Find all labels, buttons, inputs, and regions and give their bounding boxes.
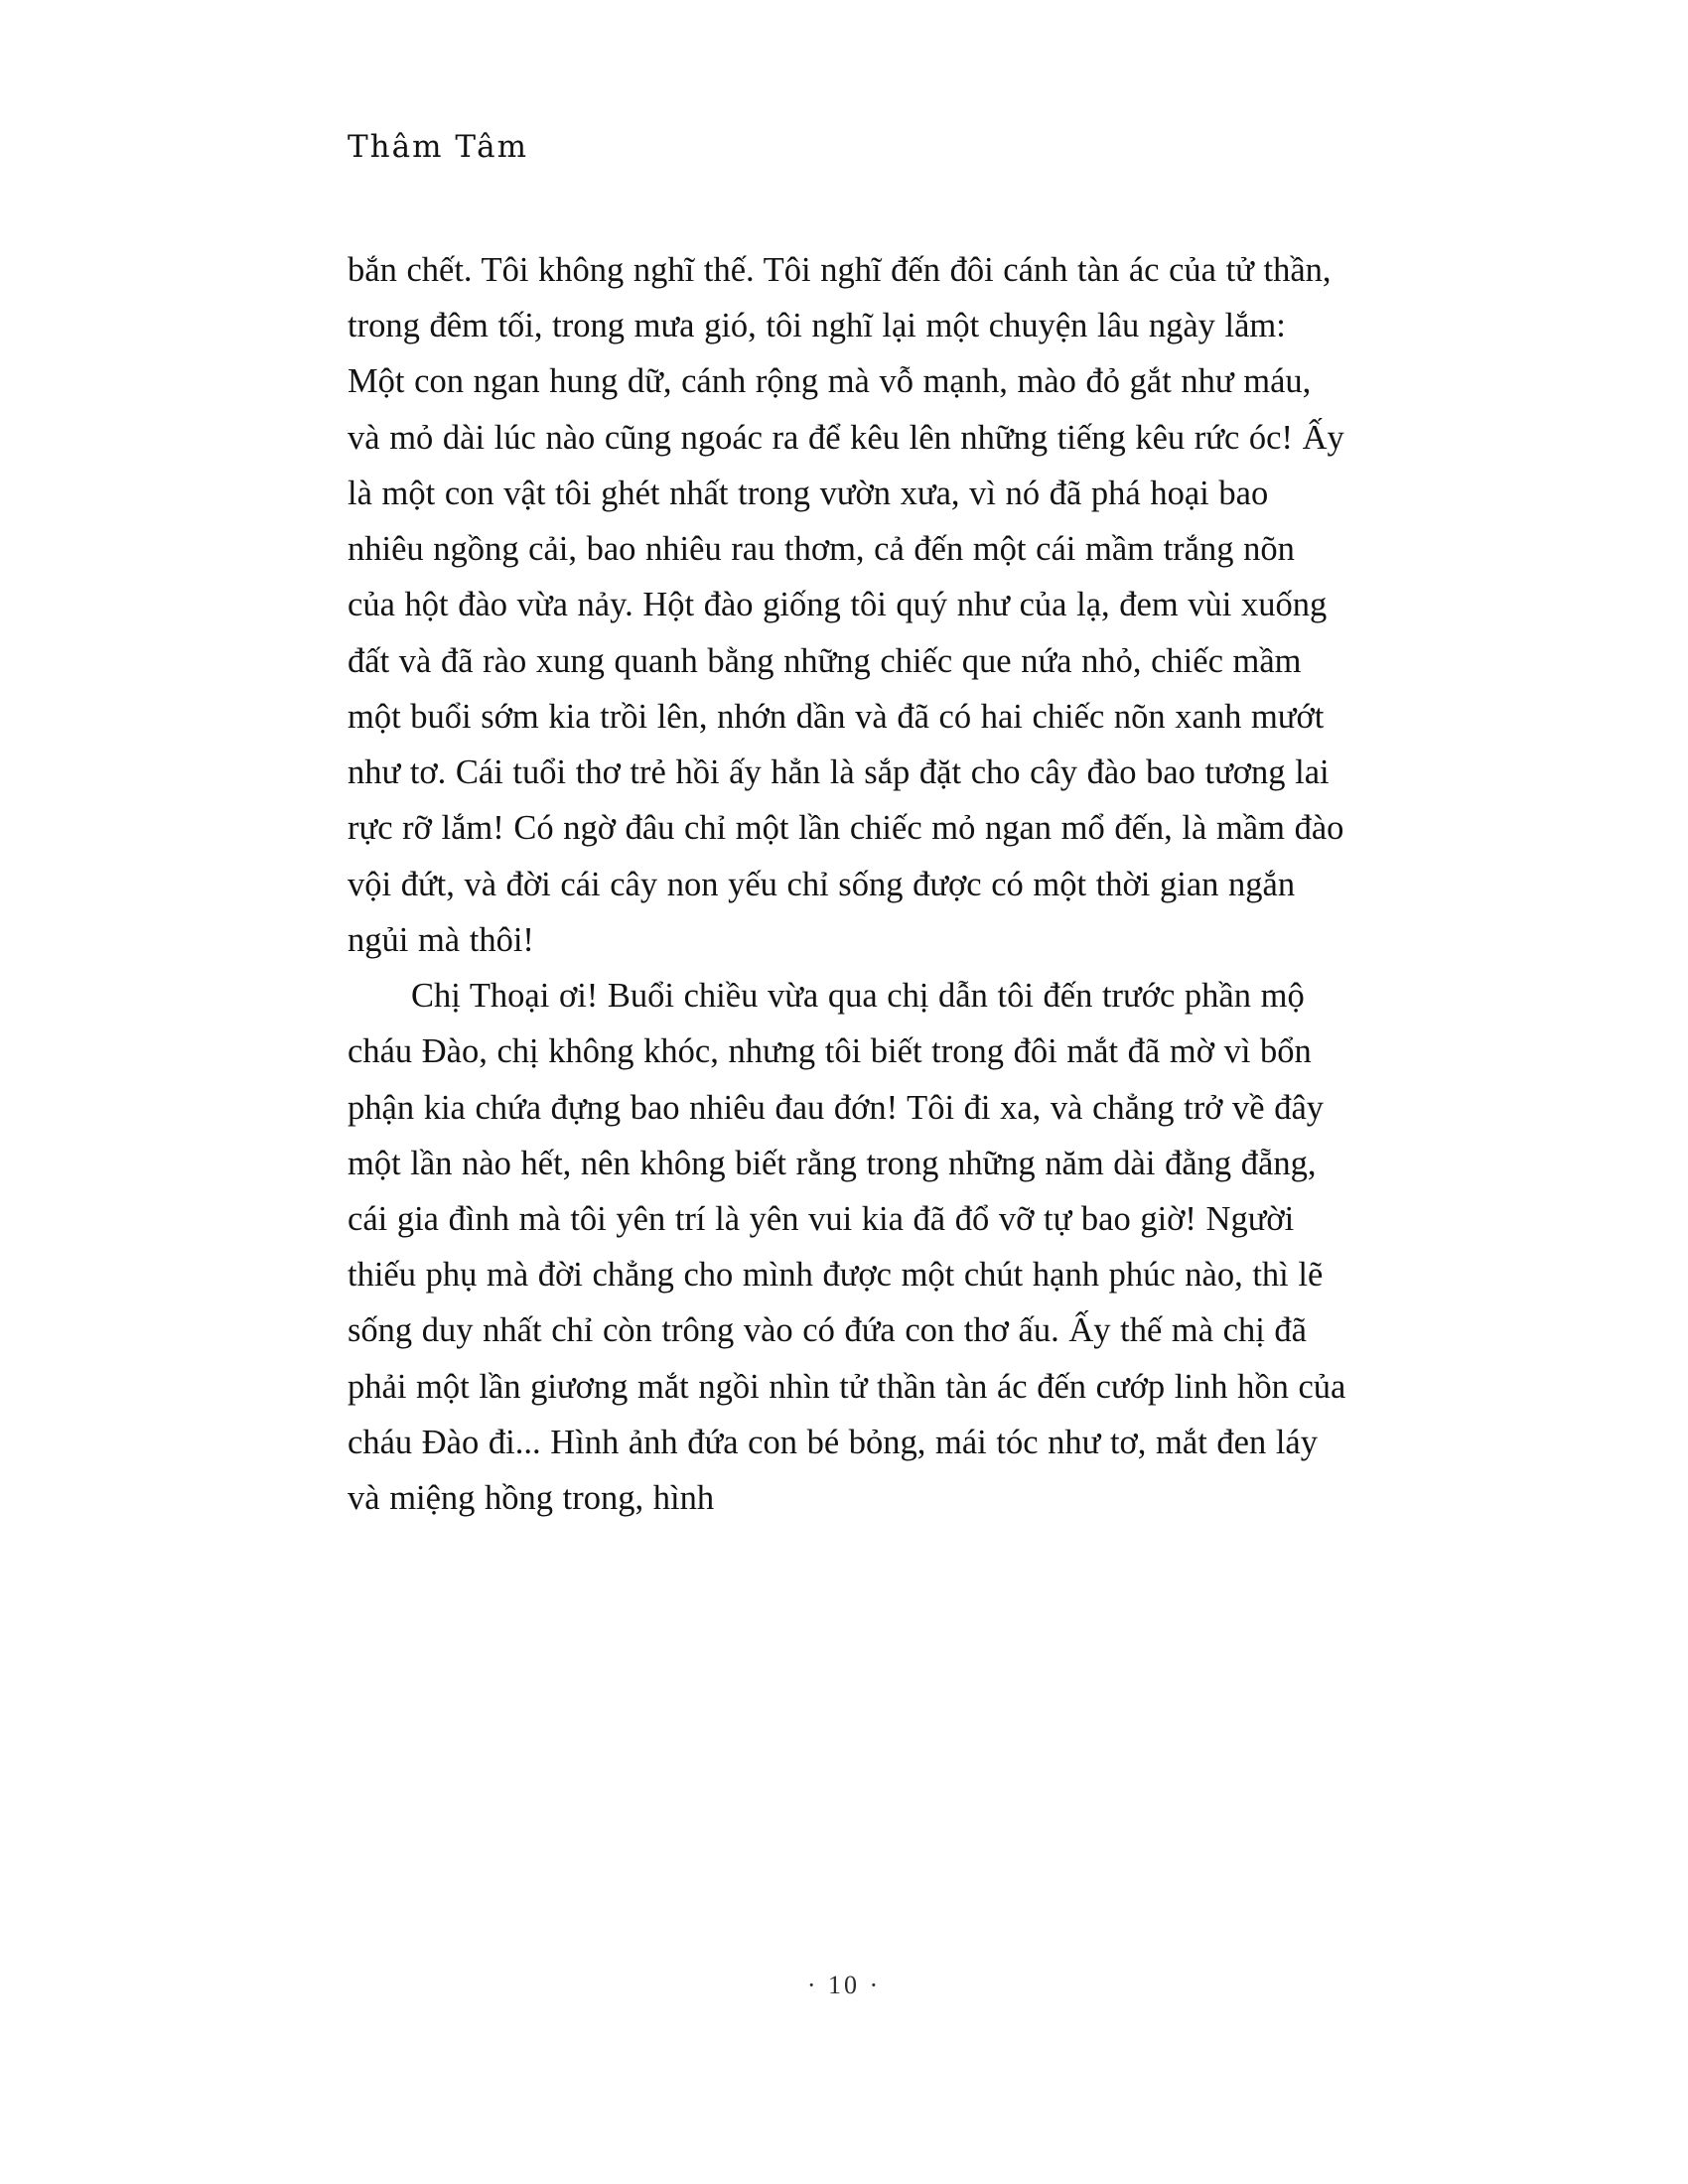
page-content <box>348 129 1350 1526</box>
page-number: · 10 · <box>806 1971 882 1999</box>
running-head-author: Thâm Tâm <box>348 129 529 165</box>
paragraph-new: Chị Thoại ơi! Buổi chiều vừa qua chị dẫn tôi đến trước phần mộ cháu Đào, chị không khóc, nhưng tôi biết trong đôi mắt đã mờ vì bổn phận kia chứa đựng bao nhiêu đau đớn! Tôi đi xa, và chẳng trở về đây một lần nào hết, nên không biết rằng trong những năm dài đằng đẵng, cái gia đình mà tôi yên trí là yên vui kia đã đổ vỡ tự bao giờ! Người thiếu phụ mà đời chẳng cho mình được một chút hạnh phúc nào, thì lẽ sống duy nhất chỉ còn trông vào có đứa con thơ ấu. Ấy thế mà chị đã phải một lần giương mắt ngồi nhìn tử thần tàn ác đến cướp linh hồn của cháu Đào đi... Hình ảnh đứa con bé bỏng, mái tóc như tơ, mắt đen láy và miệng hồng trong, hình <box>348 977 1346 1518</box>
paragraph-continued: bắn chết. Tôi không nghĩ thế. Tôi nghĩ đến đôi cánh tàn ác của tử thần, trong đêm tối, trong mưa gió, tôi nghĩ lại một chuyện lâu ngày lắm: Một con ngan hung dữ, cánh rộng mà vỗ mạnh, mào đỏ gắt như máu, và mỏ dài lúc nào cũng ngoác ra để kêu lên những tiếng kêu rức óc! Ấy là một con vật tôi ghét nhất trong vườn xưa, vì nó đã phá hoại bao nhiêu ngồng cải, bao nhiêu rau thơm, cả đến một cái mầm trắng nõn của hột đào vừa nảy. Hột đào giống tôi quý như của lạ, đem vùi xuống đất và đã rào xung quanh bằng những chiếc que nứa nhỏ, chiếc mầm một buổi sớm kia trồi lên, nhớn dần và đã có hai chiếc nõn xanh mướt như tơ. Cái tuổi thơ trẻ hồi ấy hẳn là sắp đặt cho cây đào bao tương lai rực rỡ lắm! Có ngờ đâu chỉ một lần chiếc mỏ ngan mổ đến, là mầm đào vội đứt, và đời cái cây non yếu chỉ sống được có một thời gian ngắn ngủi mà thôi! <box>348 251 1344 959</box>
